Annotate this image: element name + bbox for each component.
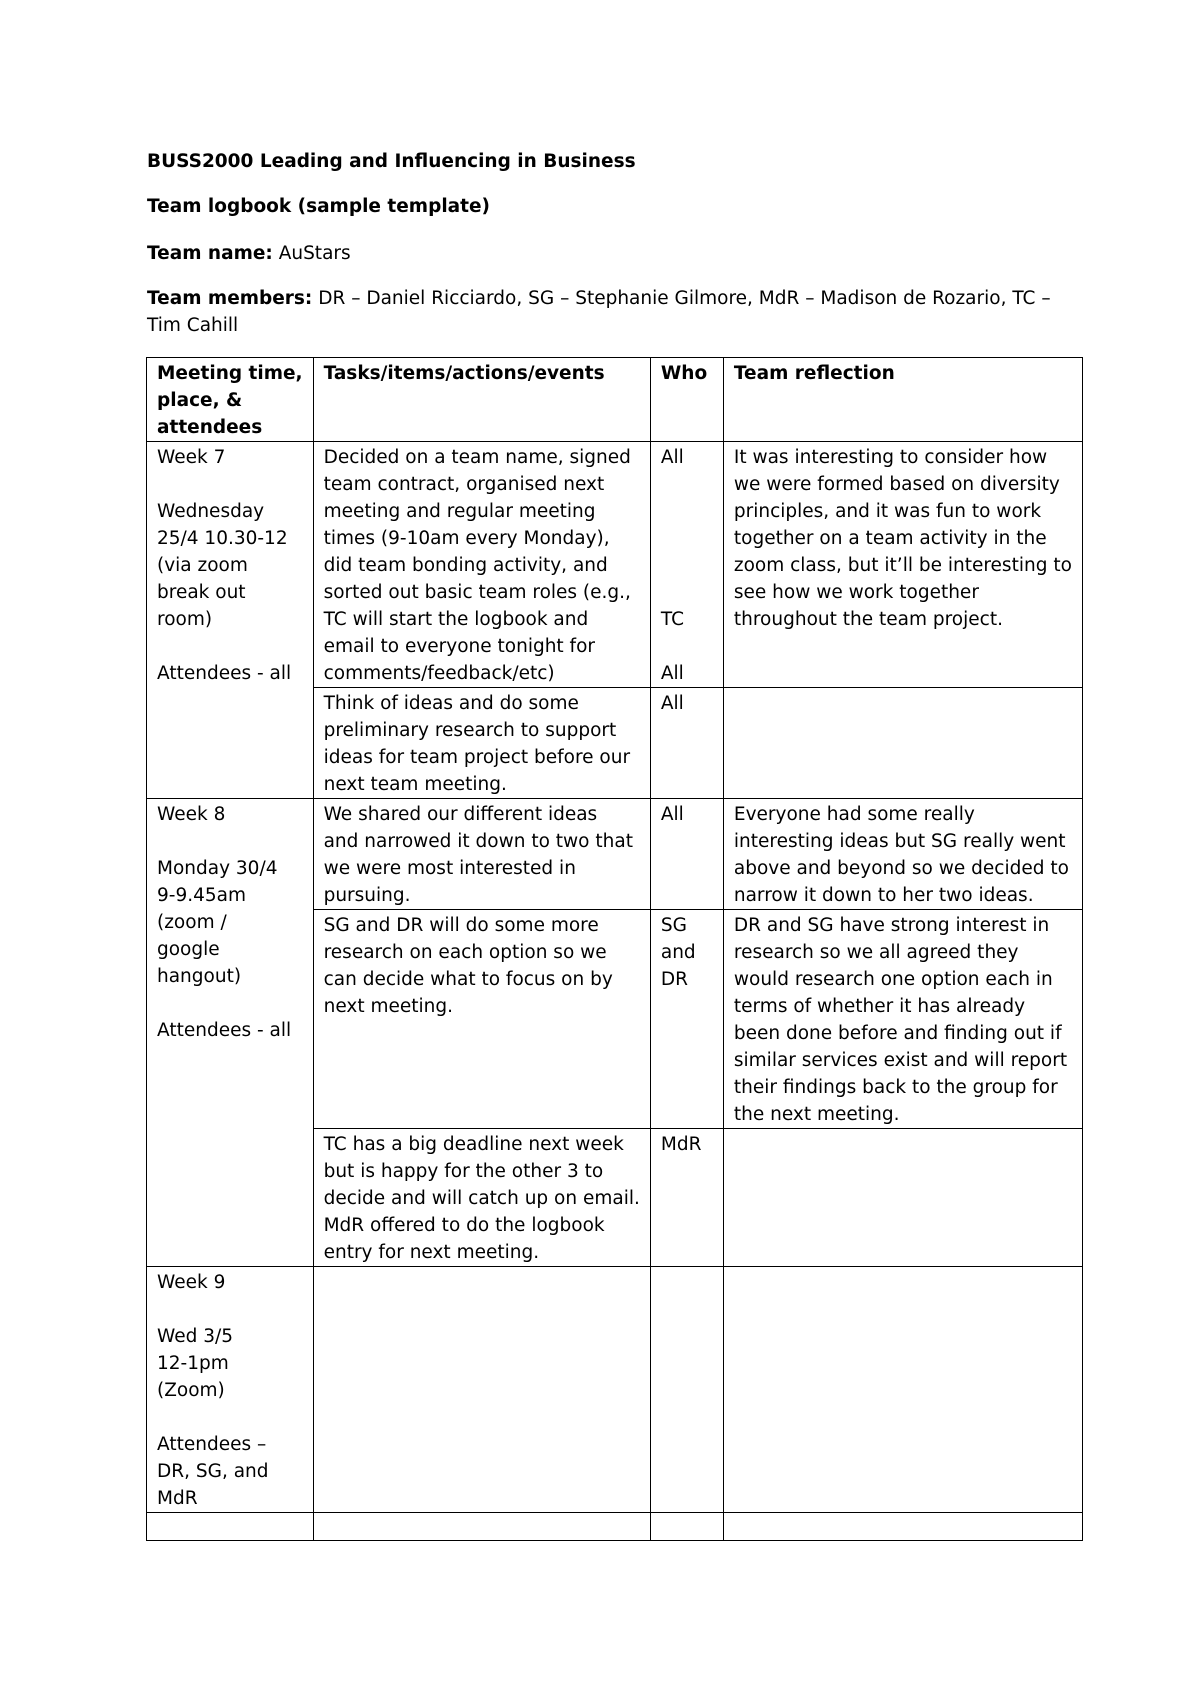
table-row (147, 442, 1083, 688)
reflection-cell (723, 1129, 1082, 1267)
team-members-value-cont: Tim Cahill (147, 315, 239, 336)
who-cell: SG and DR (650, 910, 723, 1129)
header-who: Who (650, 358, 723, 442)
tasks-cell: SG and DR will do some more research on each option so we can decide what to focus on by next meeting. (313, 910, 650, 1129)
document-title: BUSS2000 Leading and Influencing in Business (147, 151, 636, 172)
header-meeting: Meeting time, place, & attendees (147, 358, 314, 442)
tasks-cell: Decided on a team name, signed team contract, organised next meeting and regular meeting times (9-10am every Monday), did team bonding activity, and sorted out basic team roles (e.g., TC will start the logbook and email to everyone tonight for comments/feedback/etc) (313, 442, 650, 688)
tasks-cell: TC has a big deadline next week but is happy for the other 3 to decide and will catch up on email. MdR offered to do the logbook entry for next meeting. (313, 1129, 650, 1267)
document-subtitle: Team logbook (sample template) (147, 196, 490, 217)
team-members-value: DR – Daniel Ricciardo, SG – Stephanie Gilmore, MdR – Madison de Rozario, TC – (318, 288, 1051, 309)
tasks-cell: Think of ideas and do some preliminary research to support ideas for team project before our next team meeting. (313, 688, 650, 799)
table-row (147, 799, 1083, 910)
reflection-cell: Everyone had some really interesting ideas but SG really went above and beyond so we decided to narrow it down to her two ideas. (723, 799, 1082, 910)
reflection-cell: DR and SG have strong interest in research so we all agreed they would research one option each in terms of whether it has already been done before and finding out if similar services exist and will report their findings back to the group for the next meeting. (723, 910, 1082, 1129)
meeting-cell-week8: Week 8 Monday 30/4 9-9.45am (zoom / google hangout) Attendees - all (147, 799, 314, 1267)
team-members-line (147, 285, 1057, 339)
who-cell: All (650, 799, 723, 910)
tasks-cell (313, 1267, 650, 1513)
who-cell (650, 1267, 723, 1513)
tasks-cell: We shared our different ideas and narrowed it down to two that we were most interested in pursuing. (313, 799, 650, 910)
team-name-value: AuStars (278, 243, 351, 264)
team-name-line (147, 240, 351, 267)
who-cell: MdR (650, 1129, 723, 1267)
table-row-empty (147, 1513, 1083, 1541)
logbook-table (146, 357, 1083, 1541)
who-cell: All (650, 688, 723, 799)
meeting-cell-week7: Week 7 Wednesday 25/4 10.30-12 (via zoom break out room) Attendees - all (147, 442, 314, 799)
header-reflection: Team reflection (723, 358, 1082, 442)
team-members-label: Team members: (147, 288, 313, 309)
table-row (147, 1267, 1083, 1513)
table-header-row (147, 358, 1083, 442)
reflection-cell (723, 1267, 1082, 1513)
meeting-cell-week9: Week 9 Wed 3/5 12-1pm (Zoom) Attendees – DR, SG, and MdR (147, 1267, 314, 1513)
header-tasks: Tasks/items/actions/events (313, 358, 650, 442)
reflection-cell (723, 688, 1082, 799)
reflection-cell: It was interesting to consider how we were formed based on diversity principles, and it was fun to work together on a team activity in the zoom class, but it’ll be interesting to see how we work together throughout the team project. (723, 442, 1082, 688)
who-cell: All TC All (650, 442, 723, 688)
team-name-label: Team name: (147, 243, 273, 264)
